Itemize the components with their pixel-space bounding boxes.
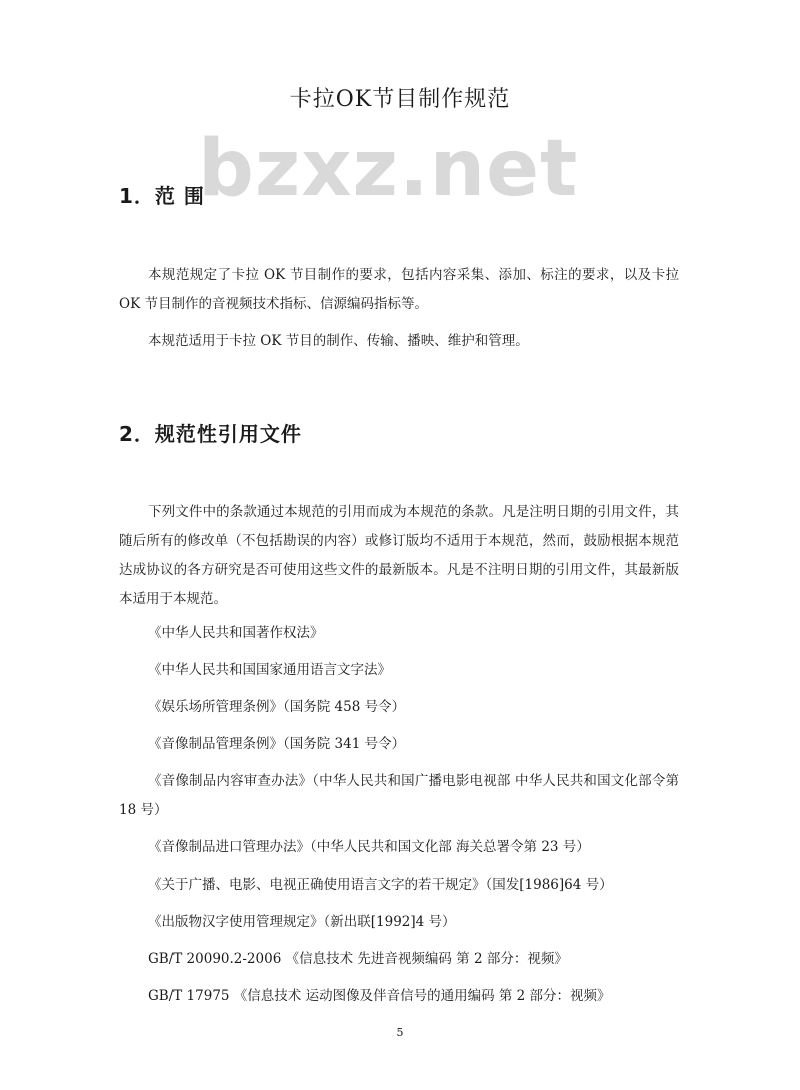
watermark: bzxz.net	[198, 124, 579, 214]
reference-item: 《音像制品管理条例》（国务院 341 号令）	[148, 736, 406, 752]
section-2-intro: 下列文件中的条款通过本规范的引用而成为本规范的条款。凡是注明日期的引用文件，其随后所有的修改单（不包括勘误的内容）或修订版均不适用于本规范，然而，鼓励根据本规范达成协议的各方研究是否可使用这些文件的最新版本。凡是不注明日期的引用文件，其最新版本适用于本规范。	[119, 504, 679, 607]
reference-item: 《关于广播、电影、电视正确使用语言文字的若干规定》（国发[1986]64 号）	[148, 877, 613, 893]
reference-item: GB/T 20090.2-2006 《信息技术 先进音视频编码 第 2 部分：视频》	[148, 951, 568, 967]
reference-item: 《音像制品内容审查办法》（中华人民共和国广播电影电视部 中华人民共和国文化部令第 18 号）	[119, 773, 679, 818]
page-number: 5	[396, 1026, 404, 1039]
reference-item: 《中华人民共和国著作权法》	[148, 625, 324, 641]
section-1-paragraph-2: 本规范适用于卡拉 OK 节目的制作、传输、播映、维护和管理。	[148, 333, 529, 349]
reference-item: 《音像制品进口管理办法》（中华人民共和国文化部 海关总署令第 23 号）	[148, 839, 590, 855]
section-1-paragraph-1: 本规范规定了卡拉 OK 节目制作的要求，包括内容采集、添加、标注的要求，以及卡拉 OK 节目制作的音视频技术指标、信源编码指标等。	[119, 267, 679, 312]
reference-item: 《娱乐场所管理条例》（国务院 458 号令）	[148, 699, 406, 715]
document-title: 卡拉OK节目制作规范	[289, 87, 511, 112]
section-1-heading: 1．范 围	[119, 184, 205, 208]
reference-item: 《出版物汉字使用管理规定》（新出联[1992]4 号）	[148, 914, 456, 930]
reference-item: GB/T 17975 《信息技术 运动图像及伴音信号的通用编码 第 2 部分：视频》	[148, 988, 611, 1004]
reference-item: 《中华人民共和国国家通用语言文字法》	[148, 662, 391, 678]
section-2-heading: 2．规范性引用文件	[119, 422, 302, 446]
